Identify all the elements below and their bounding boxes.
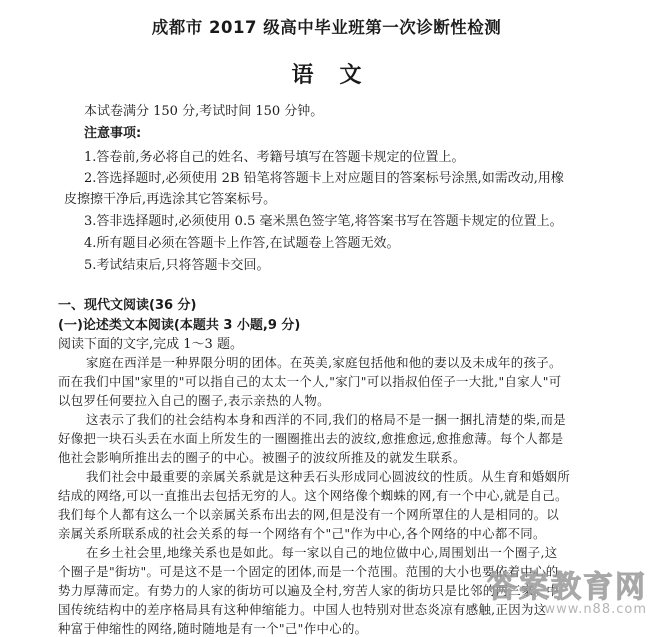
passage-line: 势力厚薄而定。有势力的人家的街坊可以遍及全村,穷苦人家的街坊只是比邻的两三家。中 — [58, 583, 560, 598]
passage-line: 在乡土社会里,地缘关系也是如此。每一家以自己的地位做中心,周围划出一个圈子,这 — [86, 545, 558, 560]
notice-item: 5.考试结束后,只将答题卡交回。 — [84, 258, 270, 273]
notice-item: 2.答选择题时,必须使用 2B 铅笔将答题卡上对应题目的答案标号涂黑,如需改动,用橡 — [84, 171, 564, 186]
subject-title: 语文 — [291, 63, 388, 88]
watermark-url: www.n88.com — [544, 602, 647, 617]
watermark-logo — [487, 562, 647, 617]
notice-heading: 注意事项: — [84, 126, 142, 141]
passage-line: 而在我们中国"家里的"可以指自己的太太一个人,"家门"可以指叔伯侄子一大批,"自家人"可 — [58, 374, 562, 389]
passage-line: 结成的网络,可以一直推出去包括无穷的人。这个网络像个蜘蛛的网,有一个中心,就是自己。 — [58, 488, 568, 503]
passage-line: 他社会影响所推出去的圈子的中心。被圈子的波纹所推及的就发生联系。 — [58, 450, 466, 465]
notice-item: 4.所有题目必须在答题卡上作答,在试题卷上答题无效。 — [84, 236, 400, 251]
notice-item: 1.答卷前,务必将自己的姓名、考籍号填写在答题卡规定的位置上。 — [84, 150, 465, 165]
passage-line: 个圈子是"街坊"。可是这不是一个固定的团体,而是一个范围。范围的大小也要依着中心的 — [58, 564, 559, 579]
passage-line: 家庭在西洋是一种界限分明的团体。在英美,家庭包括他和他的妻以及未成年的孩子。 — [86, 355, 562, 370]
passage-line: 这表示了我们的社会结构本身和西洋的不同,我们的格局不是一捆一捆扎清楚的柴,而是 — [86, 412, 566, 427]
notice-item: 皮擦擦干净后,再选涂其它答案标号。 — [64, 192, 277, 207]
passage-line: 亲属关系所联系成的社会关系的每一个网络有个"己"作为中心,各个网络的中心都不同。 — [58, 526, 546, 541]
notice-item: 3.答非选择题时,必须使用 0.5 毫米黑色签字笔,将答案书写在答题卡规定的位置上。 — [84, 214, 563, 229]
section-heading: 一、现代文阅读(36 分) — [58, 298, 197, 313]
score-line: 本试卷满分 150 分,考试时间 150 分钟。 — [84, 104, 324, 119]
section-subheading: (一)论述类文本阅读(本题共 3 小题,9 分) — [58, 318, 301, 333]
passage-line: 我们社会中最重要的亲属关系就是这种丢石头形成同心圆波纹的性质。从生育和婚姻所 — [86, 469, 571, 484]
passage-line: 我们每个人都有这么一个以亲属关系布出去的网,但是没有一个网所罩住的人是相同的。以 — [58, 507, 560, 522]
passage-line: 种富于伸缩性的网络,随时随地是有一个"己"作中心的。 — [58, 621, 368, 636]
passage-line: 好像把一块石头丢在水面上所发生的一圈圈推出去的波纹,愈推愈远,愈推愈薄。每个人都是 — [58, 431, 564, 446]
watermark-brand: 答案教育网 — [487, 570, 647, 605]
exam-title: 成都市 2017 级高中毕业班第一次诊断性检测 — [151, 18, 502, 37]
passage-line: 国传统结构中的差序格局具有这种伸缩能力。中国人也特别对世态炎凉有感触,正因为这 — [58, 602, 547, 617]
reading-instruction: 阅读下面的文字,完成 1～3 题。 — [58, 337, 243, 352]
passage-line: 以包罗任何要拉入自己的圈子,表示亲热的人物。 — [58, 393, 330, 408]
